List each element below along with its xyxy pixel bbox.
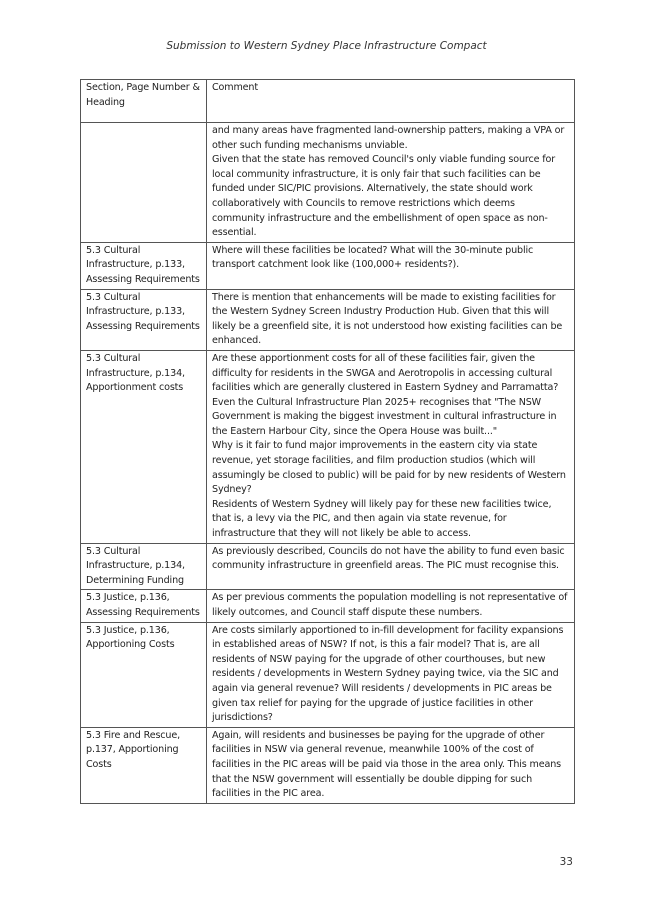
comment-cell xyxy=(207,289,575,350)
comment-paragraph: Given that the state has removed Council's only viable funding source for local community infrastructure, it is only fair that such facilities can be funded under SIC/PIC provisions. Alternatively, the state should work collaboratively with Councils to remove restrictions which deems community infrastructure and the embellishment of open space as non-essential. xyxy=(212,154,556,239)
section-cell: 5.3 Cultural Infrastructure, p.133, Assessing Requirements xyxy=(81,289,207,350)
comment-paragraph: Again, will residents and businesses be paying for the upgrade of other facilities in NSW via general revenue, meanwhile 100% of the cost of facilities in the PIC areas will be paid via those in the area only. This means that the NSW government will essentially be double dipping for such facilities in the PIC area. xyxy=(212,729,562,800)
section-cell: 5.3 Justice, p.136, Apportioning Costs xyxy=(81,622,207,727)
section-cell: 5.3 Cultural Infrastructure, p.134, Apportionment costs xyxy=(81,350,207,543)
comment-paragraph: As per previous comments the population modelling is not representative of likely outcomes, and Council staff dispute these numbers. xyxy=(212,592,568,618)
table-row xyxy=(81,350,575,543)
table-row xyxy=(81,543,575,590)
comment-paragraph: As previously described, Councils do not have the ability to fund even basic community infrastructure in greenfield areas. The PIC must recognise this. xyxy=(212,545,565,572)
comment-cell xyxy=(207,350,575,543)
section-cell: 5.3 Cultural Infrastructure, p.133, Assessing Requirements xyxy=(81,242,207,289)
table-header-row xyxy=(81,80,575,123)
table-row xyxy=(81,289,575,350)
comment-paragraph: and many areas have fragmented land-ownership patters, making a VPA or other such funding mechanisms unviable. xyxy=(212,125,565,151)
column-header-comment: Comment xyxy=(207,80,575,123)
comment-cell xyxy=(207,590,575,622)
section-cell: 5.3 Cultural Infrastructure, p.134, Determining Funding xyxy=(81,543,207,590)
page-header: Submission to Western Sydney Place Infrastructure Compact xyxy=(166,40,487,52)
comment-cell xyxy=(207,543,575,590)
section-cell: 5.3 Fire and Rescue, p.137, Apportioning Costs xyxy=(81,727,207,803)
comment-paragraph: There is mention that enhancements will be made to existing facilities for the Western Sydney Screen Industry Production Hub. Given that this will likely be a greenfield site, it is not understood how existing facilities can be enhanced. xyxy=(212,291,563,347)
comments-table xyxy=(80,79,575,804)
comment-paragraph: Are costs similarly apportioned to in-fill development for facility expansions in established areas of NSW? If not, is this a fair model? That is, are all residents of NSW paying for the upgrade of other courthouses, but new residents / developments in Western Sydney paying twice, via the SIC and again via general revenue? Will residents / developments in PIC areas be given tax relief for paying for the upgrade of justice facilities in other jurisdictions? xyxy=(212,624,564,724)
table-row xyxy=(81,242,575,289)
comment-paragraph: Why is it fair to fund major improvements in the eastern city via state revenue, yet storage facilities, and film production studios (which will assumingly be closed to public) will be paid for by new residents of Western Sydney? xyxy=(212,440,566,496)
comment-cell xyxy=(207,123,575,243)
section-cell: 5.3 Justice, p.136, Assessing Requirements xyxy=(81,590,207,622)
page-number: 33 xyxy=(559,856,573,868)
table-row xyxy=(81,622,575,727)
comment-paragraph: Residents of Western Sydney will likely pay for these new facilities twice, that is, a levy via the PIC, and then again via state revenue, for infrastructure that they will not likely be able to access. xyxy=(212,498,552,540)
comment-cell xyxy=(207,622,575,727)
comment-cell xyxy=(207,727,575,803)
comment-paragraph: Are these apportionment costs for all of these facilities fair, given the difficulty for residents in the SWGA and Aerotropolis in accessing cultural facilities which are generally clustered in Eastern Sydney and Parramatta? Even the Cultural Infrastructure Plan 2025+ recognises that "The NSW Government is making the biggest investment in cultural infrastructure in the Eastern Harbour City, since the Opera House was built..." xyxy=(212,352,559,437)
comment-cell xyxy=(207,242,575,289)
table-row xyxy=(81,123,575,243)
comment-paragraph: Where will these facilities be located? What will the 30-minute public transport catchment look like (100,000+ residents?). xyxy=(212,244,534,271)
column-header-section: Section, Page Number & Heading xyxy=(81,80,207,123)
section-cell xyxy=(81,123,207,243)
table-row xyxy=(81,590,575,622)
table-row xyxy=(81,727,575,803)
